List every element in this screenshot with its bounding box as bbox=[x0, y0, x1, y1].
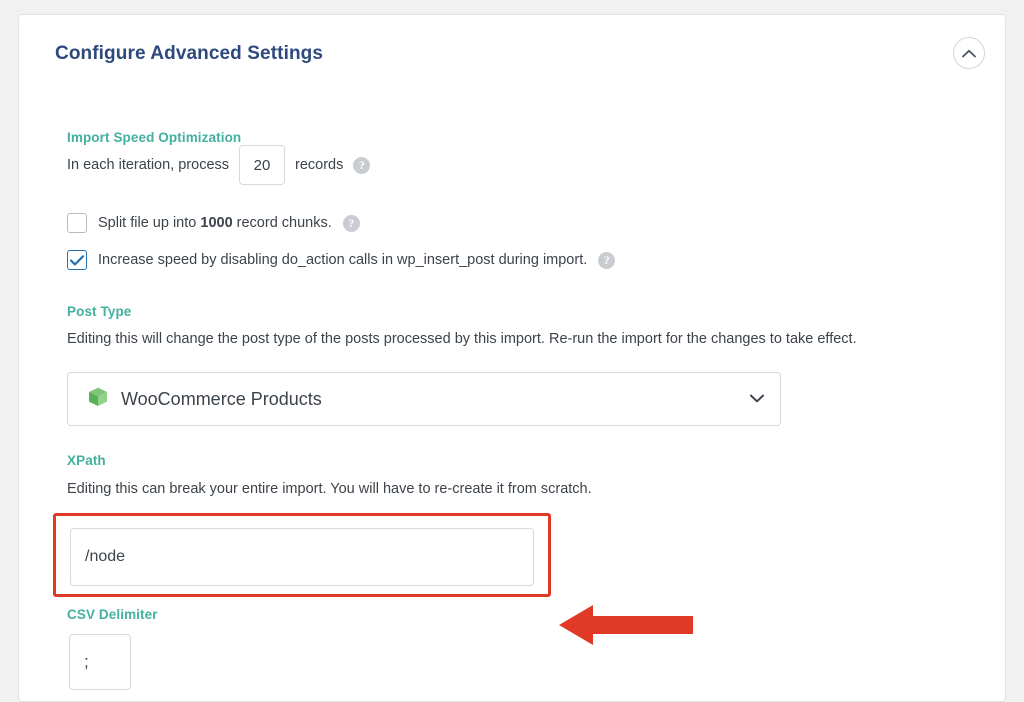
chevron-up-icon bbox=[962, 49, 976, 58]
disable-do-action-label: Increase speed by disabling do_action calls in wp_insert_post during import. bbox=[98, 252, 588, 268]
post-type-selected-value: WooCommerce Products bbox=[121, 388, 322, 409]
split-file-label-after: record chunks. bbox=[232, 215, 332, 231]
chevron-down-icon[interactable] bbox=[750, 390, 764, 408]
panel-content bbox=[19, 95, 1005, 701]
iteration-suffix-label: records bbox=[295, 157, 344, 173]
records-per-iteration-input[interactable] bbox=[239, 145, 285, 185]
split-file-label-before: Split file up into bbox=[98, 215, 201, 231]
split-file-checkbox[interactable] bbox=[67, 213, 87, 233]
post-type-select[interactable] bbox=[67, 372, 781, 426]
xpath-highlight-box bbox=[53, 513, 551, 597]
split-file-label bbox=[98, 215, 332, 231]
post-type-description: Editing this will change the post type of the posts processed by this import. Re-run the import for the changes to take effect. bbox=[67, 331, 857, 347]
left-arrow-annotation bbox=[559, 603, 695, 652]
panel-header bbox=[19, 15, 1005, 95]
section-label-csv-delimiter: CSV Delimiter bbox=[67, 607, 158, 622]
disable-do-action-row bbox=[67, 250, 615, 270]
xpath-input[interactable] bbox=[70, 528, 534, 586]
post-type-select-inner bbox=[86, 373, 740, 425]
help-icon-iteration[interactable]: ? bbox=[353, 157, 370, 174]
split-file-chunk-size: 1000 bbox=[200, 215, 233, 231]
iteration-prefix-label: In each iteration, process bbox=[67, 157, 230, 173]
advanced-settings-panel bbox=[18, 14, 1006, 702]
iteration-row bbox=[67, 145, 370, 185]
page-title: Configure Advanced Settings bbox=[55, 43, 324, 64]
xpath-description: Editing this can break your entire import. You will have to re-create it from scratch. bbox=[67, 481, 592, 497]
help-icon-split-file[interactable]: ? bbox=[343, 215, 360, 232]
disable-do-action-checkbox[interactable] bbox=[67, 250, 87, 270]
split-file-row bbox=[67, 213, 360, 233]
woocommerce-box-icon bbox=[86, 385, 110, 414]
csv-delimiter-input[interactable] bbox=[69, 634, 131, 690]
section-label-post-type: Post Type bbox=[67, 304, 132, 319]
section-label-import-speed: Import Speed Optimization bbox=[67, 130, 242, 145]
section-label-xpath: XPath bbox=[67, 453, 106, 468]
help-icon-disable-do-action[interactable]: ? bbox=[598, 252, 615, 269]
collapse-panel-button[interactable] bbox=[953, 37, 985, 69]
